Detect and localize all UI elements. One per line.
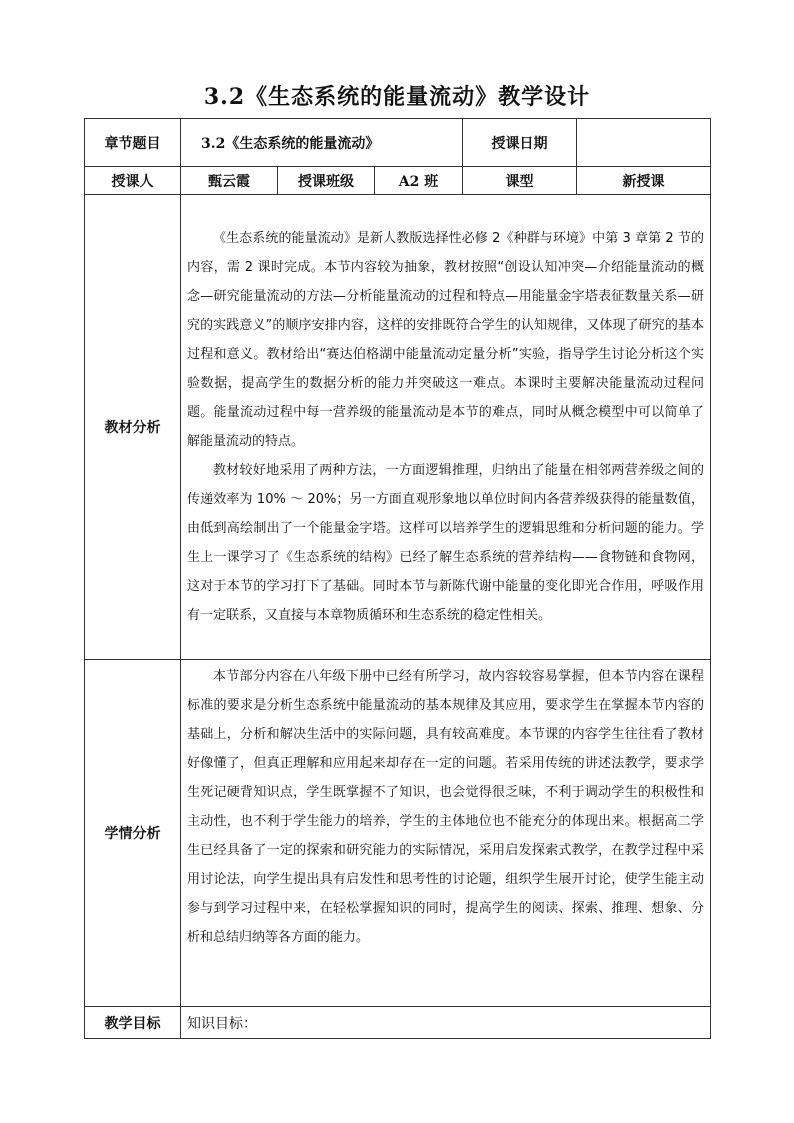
- type-label: 课型: [463, 167, 577, 195]
- teaching-goals-row: [85, 1007, 711, 1039]
- class-label: 授课班级: [278, 167, 375, 195]
- document-title: 3.2《生态系统的能量流动》教学设计: [203, 84, 591, 110]
- type-value: 新授课: [577, 167, 711, 195]
- teacher-value: 甄云霞: [181, 167, 278, 195]
- textbook-paragraph: 《生态系统的能量流动》是新人教版选择性必修 2《种群与环境》中第 3 章第 2 节的内容，需 2 课时完成。本节内容较为抽象，教材按照“创设认知冲突—介绍能量流动的概念—研究能量流动的方法—分析能量流动的过程和特点—用能量金字塔表征数量关系—研究的实践意义”的顺序安排内容，这样的安排既符合学生的认知规律，又体现了研究的基本过程和意义。教材给出“赛达伯格湖中能量流动定量分析”实验，指导学生讨论分析这个实验数据，提高学生的数据分析的能力并突破这一难点。本课时主要解决能量流动过程问题。能量流动过程中每一营养级的能量流动是本节的难点，同时从概念模型中可以简单了解能量流动的特点。: [187, 231, 704, 449]
- textbook-paragraph: 教材较好地采用了两种方法，一方面逻辑推理，归纳出了能量在相邻两营养级之间的传递效率为 10% ～ 20%；另一方面直观形象地以单位时间内各营养级获得的能量数值，由低到高绘制出了一个能量金字塔。这样可以培养学生的逻辑思维和分析问题的能力。学生上一课学习了《生态系统的结构》已经了解生态系统的营养结构——食物链和食物网，这对于本节的学习打下了基础。同时本节与新陈代谢中能量的变化即光合作用，呼吸作用有一定联系，又直接与本章物质循环和生态系统的稳定性相关。: [187, 463, 704, 623]
- student-analysis-row: [85, 660, 711, 1007]
- teaching-goals-text: 知识目标：: [181, 1007, 711, 1039]
- student-paragraph: 本节部分内容在八年级下册中已经有所学习，故内容较容易掌握，但本节内容在课程标准的要求是分析生态系统中能量流动的基本规律及其应用，要求学生在掌握本节内容的基础上，分析和解决生活中的实际问题，具有较高难度。本节课的内容学生往往看了教材好像懂了，但真正理解和应用起来却存在一定的问题。若采用传统的讲述法教学，要求学生死记硬背知识点，学生既掌握不了知识，也会觉得很乏味，不利于调动学生的积极性和主动性，也不利于学生能力的培养，学生的主体地位也不能充分的体现出来。根据高二学生已经具备了一定的探索和研究能力的实际情况，采用启发探索式教学，在教学过程中采用讨论法，向学生提出具有启发性和思考性的讨论题，组织学生展开讨论，使学生能主动参与到学习过程中来，在轻松掌握知识的同时，提高学生的阅读、探索、推理、想象、分析和总结归纳等各方面的能力。: [187, 669, 704, 945]
- chapter-value: 3.2《生态系统的能量流动》: [181, 119, 463, 167]
- teacher-label: 授课人: [85, 167, 181, 195]
- textbook-analysis-row: [85, 195, 711, 660]
- chapter-label: 章节题目: [85, 119, 181, 167]
- textbook-analysis-label: 教材分析: [85, 195, 181, 660]
- date-label: 授课日期: [463, 119, 577, 167]
- chapter-row: [85, 119, 711, 167]
- student-analysis-label: 学情分析: [85, 660, 181, 1007]
- date-value: [577, 119, 711, 167]
- class-value: A2 班: [375, 167, 463, 195]
- lesson-plan-table: [84, 118, 711, 1039]
- teaching-goals-label: 教学目标: [85, 1007, 181, 1039]
- teacher-row: [85, 167, 711, 195]
